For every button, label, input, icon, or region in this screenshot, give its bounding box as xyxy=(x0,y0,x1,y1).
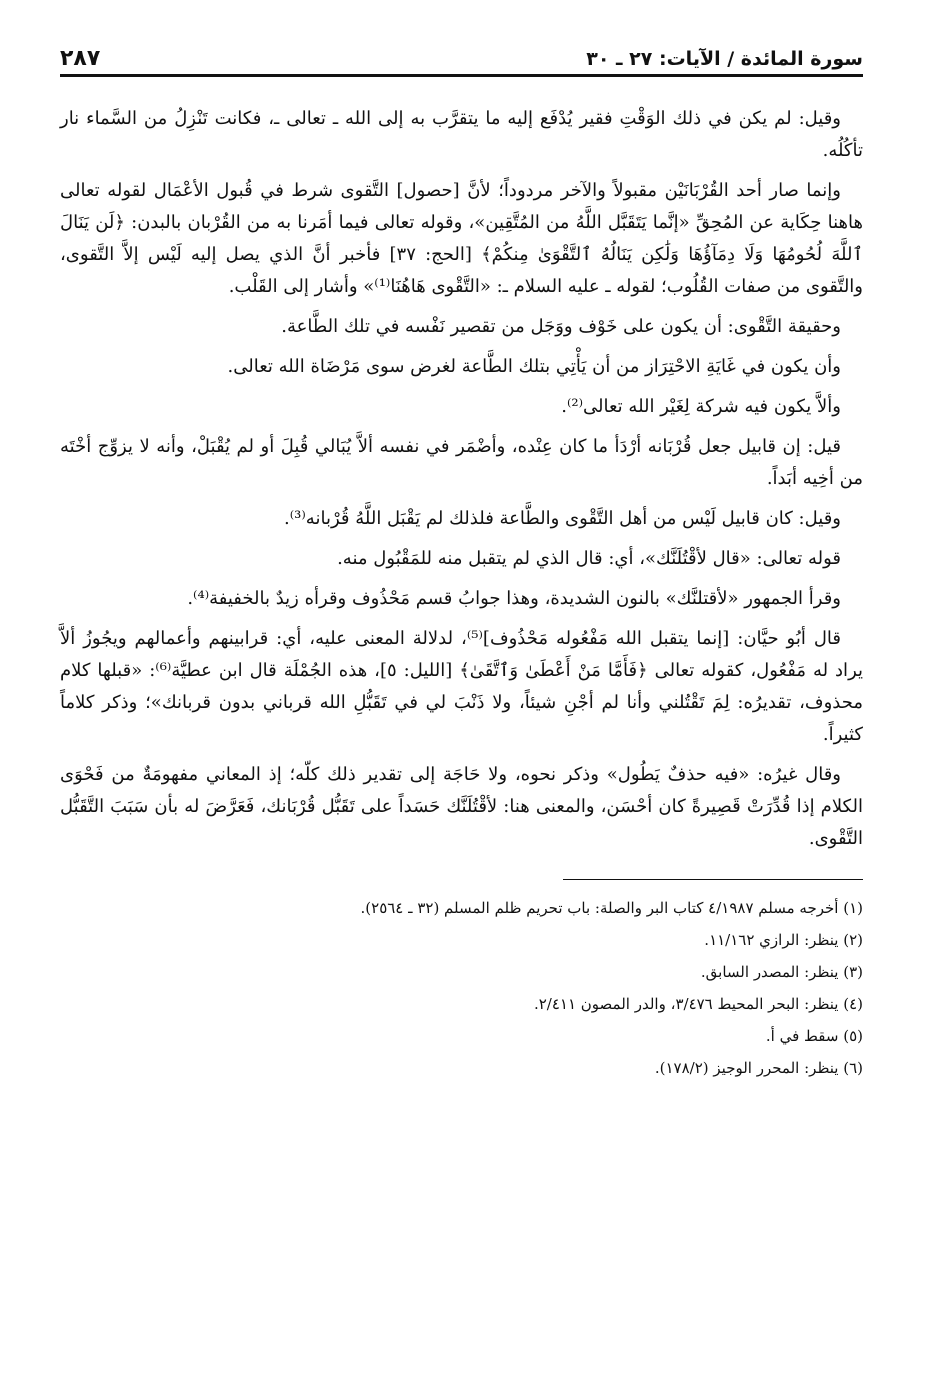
footnote: (٢) ينظر: الرازي ١١/١٦٢. xyxy=(704,931,863,949)
page-number: ٢٨٧ xyxy=(60,46,101,71)
paragraph: وقرأ الجمهور «لأقتلنَّك» بالنون الشديدة، وهذا جوابُ قسم مَحْذُوف وقرأه زيدٌ بالخفيفة⁽⁴⁾. xyxy=(187,588,841,609)
paragraph: وقيل: لم يكن في ذلك الوَقْتِ فقير يُدْفَع إليه ما يتقرَّب به إلى الله ـ تعالى ـ، فكانت تَنْزِلُ من السَّماء نار تأكُلُه. xyxy=(60,108,863,161)
footnote: (٣) ينظر: المصدر السابق. xyxy=(700,963,863,981)
footnote-separator xyxy=(563,879,863,880)
paragraph: قوله تعالى: «قال لأقْتُلَنَّك»، أي: قال الذي لم يتقبل منه للمَقْبُول منه. xyxy=(337,548,841,569)
paragraph: وإنما صار أحد القُرْبَانَيْن مقبولاً والآخر مردوداً؛ لأنَّ [حصول] التَّقوى شرط في قُبول الأعْمَال لقوله تعالى هاهنا حِكَاية عن المُحِقِّ «إنَّما يَتَقَبَّل اللَّهُ من المُتَّقِين»، وقوله تعالى فيما أمَرنا به من القُرْبان بالبدن: ﴿لَن يَنَالَ ٱللَّهَ لُحُومُهَا وَلَا دِمَآؤُهَا وَلَٰكِن يَنَالُهُ ٱلتَّقْوَىٰ مِنكُمْ﴾ [الحج: ٣٧] فأخبر أنَّ الذي يصل إليه لَيْس إلاَّ التَّقوى، والتَّقوى من صفات القُلُوب؛ لقوله ـ عليه السلام ـ: «التَّقْوى هَاهُنَا⁽¹⁾» وأشار إلى القَلْب. xyxy=(60,180,863,297)
paragraph: وحقيقة التَّقْوى: أن يكون على خَوْف ووَجَل من تقصير نَفْسه في تلك الطَّاعة. xyxy=(281,316,841,337)
paragraph: وقيل: كان قابيل لَيْس من أهل التَّقْوى والطَّاعة فلذلك لم يَقْبَل اللَّهُ قُرْبانه⁽³⁾. xyxy=(284,508,841,529)
footnote: (١) أخرجه مسلم ٤/١٩٨٧ كتاب البر والصلة: باب تحريم ظلم المسلم (٣٢ ـ ٢٥٦٤). xyxy=(360,899,863,917)
paragraph: قال أبُو حيَّان: [إنما يتقبل الله مَفْعُوله مَحْذُوف]⁽⁵⁾، لدلالة المعنى عليه، أي: قرابينهم وأعمالهم ويجُوزُ ألاَّ يراد له مَفْعُول، كقوله تعالى ﴿فَأَمَّا مَنْ أَعْطَىٰ وَٱتَّقَىٰ﴾ [الليل: ٥]، هذه الجُمْلَة قال ابن عطيَّة⁽⁶⁾: «قبلها كلام محذوف، تقديرُه: لِمَ تَقْتُلني وأنا لم أجْنِ شيئاً، ولا ذَنْبَ لي في تَقَبُّلِ الله قرباني بدون قربانك»؛ وذكر كلاماً كثيراً. xyxy=(60,628,864,745)
footnote: (٥) سقط في أ. xyxy=(765,1027,863,1045)
paragraph: وقال غيرُه: «فيه حذفٌ يَطُول» وذكر نحوه، ولا حَاجَة إلى تقدير ذلك كلّه؛ إذ المعاني مفهومَةٌ من فَحْوَى الكلام إذا قُدِّرَتْ قَصِيرةً كان أحْسَن، والمعنى هنا: لأقْتُلَنَّك حَسَداً على تَقَبُّل قُرْبَانك، فَعَرَّضَ له بأن سَبَبَ التَّقَبُّل التَّقْوى. xyxy=(60,764,863,849)
footnote: (٤) ينظر: البحر المحيط ٣/٤٧٦، والدر المصون ٢/٤١١. xyxy=(533,995,863,1013)
footnote: (٦) ينظر: المحرر الوجيز (١٧٨/٢). xyxy=(654,1059,863,1077)
page-header xyxy=(60,36,863,77)
running-title: سورة المائدة / الآيات: ٢٧ ـ ٣٠ xyxy=(586,48,863,70)
footnotes xyxy=(60,892,863,1084)
paragraph: وألاَّ يكون فيه شركة لِغَيْر الله تعالى⁽²⁾. xyxy=(561,396,841,417)
main-text xyxy=(60,103,863,855)
paragraph: قيل: إن قابيل جعل قُرْبَانه أرْدَأ ما كان عِنْده، وأضْمَر في نفسه ألاَّ يُبَالي قُبِلَ أو لم يُقْبَلْ، وأنه لا يزوِّج أخْتَه من أخِيه أبَداً. xyxy=(60,436,863,489)
paragraph: وأن يكون في غَايَةِ الاحْتِرَاز من أن يَأْتِي بتلك الطَّاعة لغرض سوى مَرْضَاة الله تعالى. xyxy=(227,356,841,377)
